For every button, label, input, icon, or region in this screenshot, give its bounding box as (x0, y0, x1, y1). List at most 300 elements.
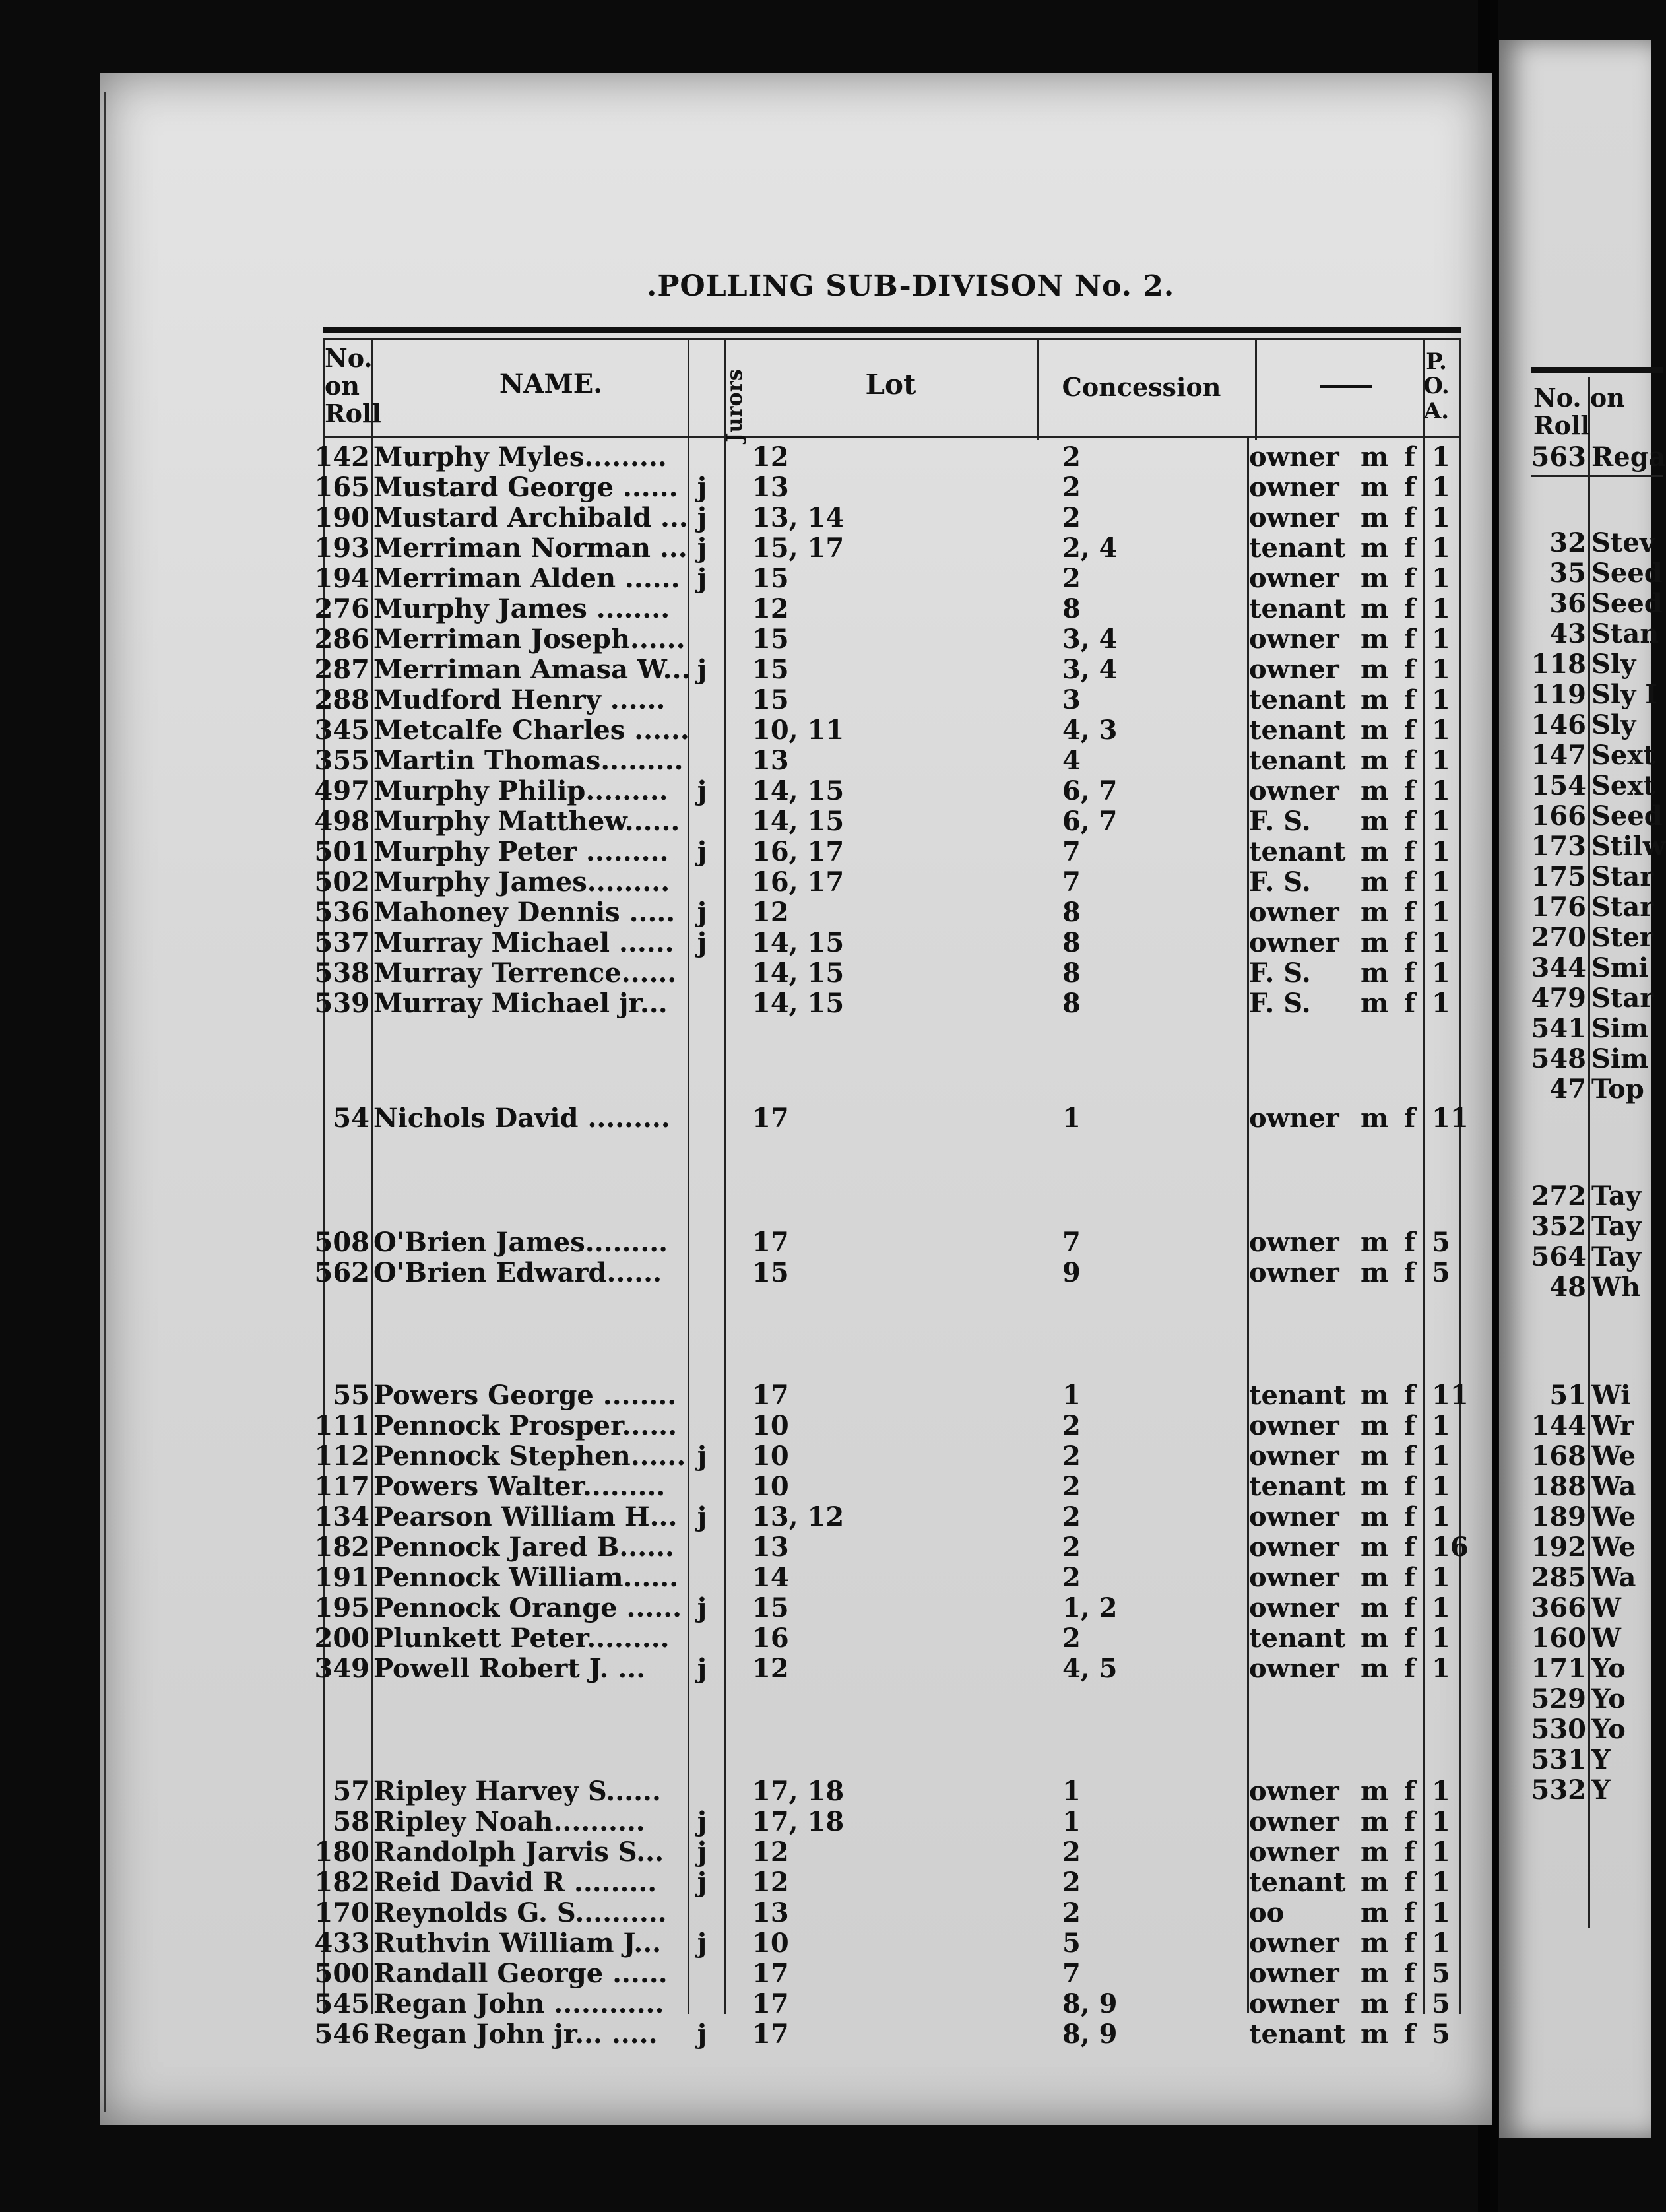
voter-name: Plunkett Peter......... (373, 1623, 670, 1654)
facing-row (1499, 1014, 1651, 1044)
roll-number: 502 (314, 866, 369, 897)
roll-number: 193 (314, 533, 369, 564)
franchise-mark: f (1404, 1562, 1416, 1593)
header-poa: P.O.A. (1423, 348, 1450, 424)
roll-number: 536 (314, 897, 369, 928)
occupation-status: owner (1249, 472, 1339, 503)
voter-name: Merriman Alden ...... (373, 563, 680, 594)
franchise-mark: f (1404, 593, 1416, 624)
roll-number: 276 (314, 593, 369, 624)
poa-number: 1 (1432, 441, 1450, 472)
occupation-status: tenant (1249, 684, 1346, 715)
facing-name-fragment: Y (1591, 1774, 1611, 1805)
concession-number: 2 (1062, 441, 1081, 472)
facing-name-fragment: Sim (1591, 1043, 1649, 1074)
occupation-status: owner (1249, 1988, 1339, 2019)
poa-number: 1 (1432, 563, 1450, 594)
occupation-status: owner (1249, 897, 1339, 928)
poa-number: 1 (1432, 1837, 1450, 1868)
roll-number: 58 (333, 1806, 369, 1837)
facing-roll-number: 175 (1531, 861, 1586, 892)
poa-number: 1 (1432, 988, 1450, 1019)
voter-name: Regan John ............ (373, 1988, 664, 2019)
sex-mark: m (1361, 836, 1389, 867)
facing-row (1499, 1532, 1651, 1563)
franchise-mark: f (1404, 1410, 1416, 1441)
facing-row (1499, 800, 1663, 831)
occupation-status: F. S. (1249, 866, 1311, 897)
poa-number: 5 (1432, 2019, 1450, 2050)
poa-number: 11 (1432, 1380, 1469, 1411)
facing-name-fragment: We (1591, 1501, 1636, 1532)
franchise-mark: f (1404, 806, 1416, 837)
franchise-mark: f (1404, 1257, 1416, 1288)
facing-row (1499, 983, 1654, 1014)
concession-number: 5 (1062, 1928, 1081, 1959)
sex-mark: m (1361, 988, 1389, 1019)
sex-mark: m (1361, 1897, 1389, 1928)
table-row (0, 1593, 1478, 1623)
juror-mark: j (697, 563, 707, 594)
lot-number: 13 (752, 1897, 789, 1928)
occupation-status: owner (1249, 927, 1339, 958)
lot-number: 15 (752, 563, 789, 594)
column-divider-concession (1255, 338, 1257, 440)
franchise-mark: f (1404, 502, 1416, 533)
facing-roll-number: 270 (1531, 922, 1586, 953)
roll-number: 54 (333, 1103, 369, 1134)
lot-number: 10, 11 (752, 715, 845, 746)
table-row (0, 1837, 1478, 1868)
voter-name: Randolph Jarvis S... (373, 1837, 664, 1868)
facing-roll-number: 272 (1531, 1181, 1586, 1212)
sex-mark: m (1361, 1988, 1389, 2019)
roll-number: 288 (314, 684, 369, 715)
lot-number: 15, 17 (752, 533, 845, 564)
poa-number: 1 (1432, 1623, 1450, 1654)
facing-roll-number: 168 (1531, 1441, 1586, 1472)
facing-row (1499, 1745, 1651, 1775)
poa-number: 5 (1432, 1988, 1450, 2019)
lot-number: 10 (752, 1471, 789, 1502)
facing-row (1499, 588, 1663, 619)
franchise-mark: f (1404, 472, 1416, 503)
facing-roll-number: 32 (1549, 527, 1586, 558)
facing-roll-number: 529 (1531, 1683, 1586, 1714)
voter-name: Merriman Amasa W... (373, 654, 691, 685)
occupation-status: owner (1249, 502, 1339, 533)
occupation-status: owner (1249, 441, 1339, 472)
franchise-mark: f (1404, 1867, 1416, 1898)
poa-number: 1 (1432, 1562, 1450, 1593)
header-concession: Concession (1062, 372, 1221, 402)
voter-name: Murphy James ........ (373, 593, 670, 624)
facing-name-fragment: Star (1591, 861, 1654, 892)
table-row (0, 989, 1478, 1019)
voter-name: Ruthvin William J... (373, 1928, 662, 1959)
voter-name: Mahoney Dennis ..... (373, 897, 676, 928)
table-row (0, 928, 1478, 958)
roll-number: 191 (314, 1562, 369, 1593)
voter-name: Murphy Matthew...... (373, 806, 680, 837)
lot-number: 15 (752, 1257, 789, 1288)
facing-page (1499, 40, 1666, 2138)
sex-mark: m (1361, 2019, 1389, 2050)
franchise-mark: f (1404, 927, 1416, 958)
facing-name-fragment: Sly (1591, 709, 1636, 740)
sex-mark: m (1361, 1958, 1389, 1989)
sex-mark: m (1361, 1227, 1389, 1258)
sex-mark: m (1361, 775, 1389, 806)
poa-number: 1 (1432, 654, 1450, 685)
lot-number: 10 (752, 1410, 789, 1441)
occupation-status: tenant (1249, 715, 1346, 746)
juror-mark: j (697, 1501, 707, 1532)
facing-roll-number: 43 (1549, 618, 1586, 649)
table-row (0, 1411, 1478, 1441)
sex-mark: m (1361, 472, 1389, 503)
facing-row (1499, 1441, 1651, 1472)
lot-number: 15 (752, 624, 789, 655)
facing-row (1499, 1593, 1651, 1623)
facing-row (1499, 1502, 1651, 1532)
roll-number: 508 (314, 1227, 369, 1258)
lot-number: 10 (752, 1928, 789, 1959)
table-row (0, 594, 1478, 624)
sex-mark: m (1361, 1410, 1389, 1441)
facing-name-fragment: W (1591, 1623, 1621, 1654)
table-row (0, 746, 1478, 776)
occupation-status: owner (1249, 563, 1339, 594)
franchise-mark: f (1404, 1776, 1416, 1807)
sex-mark: m (1361, 1867, 1389, 1898)
sex-mark: m (1361, 806, 1389, 837)
facing-roll-number: 530 (1531, 1714, 1586, 1745)
poa-number: 5 (1432, 1958, 1450, 1989)
facing-roll-number: 36 (1549, 588, 1586, 619)
occupation-status: owner (1249, 775, 1339, 806)
concession-number: 9 (1062, 1257, 1081, 1288)
juror-mark: j (697, 2019, 707, 2050)
facing-roll-number: 532 (1531, 1774, 1586, 1805)
facing-name-fragment: Sly I (1591, 679, 1657, 710)
sex-mark: m (1361, 1776, 1389, 1807)
poa-number: 1 (1432, 1471, 1450, 1502)
sex-mark: m (1361, 1471, 1389, 1502)
lot-number: 17 (752, 1380, 789, 1411)
voter-name: Merriman Joseph...... (373, 624, 686, 655)
facing-name-fragment: Stev (1591, 527, 1655, 558)
voter-name: Pennock William...... (373, 1562, 679, 1593)
franchise-mark: f (1404, 1897, 1416, 1928)
facing-roll-number: 176 (1531, 892, 1586, 923)
table-row (0, 442, 1478, 472)
concession-number: 8 (1062, 593, 1081, 624)
table-row (0, 1502, 1478, 1532)
concession-number: 2 (1062, 1837, 1081, 1868)
concession-number: 8 (1062, 927, 1081, 958)
roll-number: 286 (314, 624, 369, 655)
facing-roll-number: 563 (1531, 441, 1586, 472)
facing-name-fragment: We (1591, 1441, 1636, 1472)
table-row (0, 837, 1478, 867)
voter-name: Merriman Norman ... (373, 533, 688, 564)
lot-number: 13 (752, 472, 789, 503)
franchise-mark: f (1404, 1592, 1416, 1623)
occupation-status: owner (1249, 1103, 1339, 1134)
table-row (0, 1472, 1478, 1502)
facing-name-fragment: Tay (1591, 1211, 1642, 1242)
franchise-mark: f (1404, 654, 1416, 685)
sex-mark: m (1361, 1562, 1389, 1593)
lot-number: 16, 17 (752, 866, 845, 897)
voter-name: Murray Michael jr... (373, 988, 668, 1019)
lot-number: 14 (752, 1562, 789, 1593)
roll-number: 539 (314, 988, 369, 1019)
facing-roll-number: 479 (1531, 983, 1586, 1014)
voter-name: Ripley Harvey S...... (373, 1776, 661, 1807)
occupation-status: owner (1249, 654, 1339, 685)
concession-number: 2, 4 (1062, 533, 1118, 564)
roll-number: 498 (314, 806, 369, 837)
facing-roll-number: 171 (1531, 1653, 1586, 1684)
lot-number: 17, 18 (752, 1776, 845, 1807)
poa-number: 1 (1432, 775, 1450, 806)
facing-row (1499, 1472, 1651, 1502)
lot-number: 15 (752, 654, 789, 685)
sex-mark: m (1361, 1441, 1389, 1472)
lot-number: 14, 15 (752, 927, 845, 958)
facing-row (1499, 740, 1655, 771)
juror-mark: j (697, 1592, 707, 1623)
franchise-mark: f (1404, 958, 1416, 989)
franchise-mark: f (1404, 775, 1416, 806)
lot-number: 17 (752, 1227, 789, 1258)
franchise-mark: f (1404, 1806, 1416, 1837)
franchise-mark: f (1404, 1653, 1416, 1684)
sex-mark: m (1361, 927, 1389, 958)
table-row (0, 897, 1478, 928)
sex-mark: m (1361, 563, 1389, 594)
lot-number: 17 (752, 1103, 789, 1134)
poa-number: 1 (1432, 472, 1450, 503)
lot-number: 12 (752, 1653, 789, 1684)
franchise-mark: f (1404, 1958, 1416, 1989)
lot-number: 14, 15 (752, 988, 845, 1019)
voter-name: Murphy Peter ......... (373, 836, 669, 867)
voter-name: Pearson William H... (373, 1501, 678, 1532)
poa-number: 1 (1432, 1501, 1450, 1532)
voter-name: Powers George ........ (373, 1380, 677, 1411)
concession-number: 7 (1062, 1958, 1081, 1989)
franchise-mark: f (1404, 1441, 1416, 1472)
roll-number: 112 (314, 1441, 369, 1472)
header-lot: Lot (865, 368, 916, 401)
juror-mark: j (697, 1837, 707, 1868)
roll-number: 195 (314, 1592, 369, 1623)
franchise-mark: f (1404, 1837, 1416, 1868)
lot-number: 14, 15 (752, 775, 845, 806)
facing-header-roll: No. on Roll (1533, 383, 1625, 440)
franchise-mark: f (1404, 1227, 1416, 1258)
occupation-status: owner (1249, 1806, 1339, 1837)
facing-roll-number: 166 (1531, 800, 1586, 831)
facing-roll-number: 144 (1531, 1410, 1586, 1441)
franchise-mark: f (1404, 1380, 1416, 1411)
facing-row (1499, 861, 1654, 892)
facing-roll-number: 548 (1531, 1043, 1586, 1074)
juror-mark: j (697, 654, 707, 685)
concession-number: 1 (1062, 1776, 1081, 1807)
roll-number: 182 (314, 1532, 369, 1563)
facing-row (1499, 1623, 1651, 1654)
table-row (0, 1623, 1478, 1654)
table-row (0, 1258, 1478, 1288)
occupation-status: tenant (1249, 533, 1346, 564)
juror-mark: j (697, 836, 707, 867)
occupation-status: owner (1249, 1501, 1339, 1532)
occupation-status: tenant (1249, 1623, 1346, 1654)
sex-mark: m (1361, 866, 1389, 897)
concession-number: 2 (1062, 1441, 1081, 1472)
facing-roll-number: 564 (1531, 1241, 1586, 1272)
facing-roll-number: 531 (1531, 1744, 1586, 1775)
table-row (0, 1959, 1478, 1989)
voter-name: O'Brien Edward...... (373, 1257, 662, 1288)
lot-number: 12 (752, 1867, 789, 1898)
facing-roll-number: 35 (1549, 558, 1586, 589)
facing-row (1499, 1684, 1651, 1714)
sex-mark: m (1361, 654, 1389, 685)
roll-number: 182 (314, 1867, 369, 1898)
table-row (0, 1868, 1478, 1898)
roll-number: 200 (314, 1623, 369, 1654)
table-row (0, 655, 1478, 685)
sex-mark: m (1361, 1380, 1389, 1411)
lot-number: 17 (752, 1958, 789, 1989)
occupation-status: tenant (1249, 836, 1346, 867)
table-row (0, 472, 1478, 503)
table-row (0, 1227, 1478, 1258)
occupation-status: owner (1249, 1532, 1339, 1563)
voter-name: Ripley Noah.......... (373, 1806, 645, 1837)
occupation-status: owner (1249, 1837, 1339, 1868)
facing-roll-number: 189 (1531, 1501, 1586, 1532)
concession-number: 8, 9 (1062, 1988, 1118, 2019)
poa-number: 5 (1432, 1257, 1450, 1288)
franchise-mark: f (1404, 715, 1416, 746)
poa-number: 1 (1432, 1592, 1450, 1623)
franchise-mark: f (1404, 866, 1416, 897)
voter-name: Powell Robert J. ... (373, 1653, 646, 1684)
sex-mark: m (1361, 1806, 1389, 1837)
occupation-status: tenant (1249, 745, 1346, 776)
facing-name-fragment: Y (1591, 1744, 1611, 1775)
facing-name-fragment: Yo (1591, 1683, 1626, 1714)
sex-mark: m (1361, 502, 1389, 533)
poa-number: 1 (1432, 1806, 1450, 1837)
poa-number: 1 (1432, 1410, 1450, 1441)
lot-number: 12 (752, 1837, 789, 1868)
facing-name-fragment: Sly (1591, 649, 1636, 680)
poa-number: 1 (1432, 533, 1450, 564)
facing-roll-number: 344 (1531, 952, 1586, 983)
occupation-status: owner (1249, 1257, 1339, 1288)
table-row (0, 1103, 1478, 1134)
facing-name-fragment: Star (1591, 892, 1654, 923)
voter-name: Pennock Orange ...... (373, 1592, 682, 1623)
franchise-mark: f (1404, 745, 1416, 776)
sex-mark: m (1361, 684, 1389, 715)
facing-top-rule (1531, 367, 1663, 373)
poa-number: 1 (1432, 745, 1450, 776)
voter-name: Murray Terrence...... (373, 958, 677, 989)
sex-mark: m (1361, 1103, 1389, 1134)
facing-name-fragment: Smi (1591, 952, 1649, 983)
franchise-mark: f (1404, 1928, 1416, 1959)
table-top-rule (323, 327, 1461, 333)
voter-name: Pennock Jared B...... (373, 1532, 674, 1563)
franchise-mark: f (1404, 1471, 1416, 1502)
franchise-mark: f (1404, 1532, 1416, 1563)
voter-name: Mustard Archibald ... (373, 502, 688, 533)
voter-name: Murphy Myles......... (373, 441, 667, 472)
poa-number: 1 (1432, 593, 1450, 624)
roll-number: 497 (314, 775, 369, 806)
occupation-status: owner (1249, 1653, 1339, 1684)
table-row (0, 1928, 1478, 1959)
facing-roll-number: 146 (1531, 709, 1586, 740)
poa-number: 1 (1432, 1897, 1450, 1928)
facing-name-fragment: W (1591, 1592, 1621, 1623)
lot-number: 16, 17 (752, 836, 845, 867)
juror-mark: j (697, 927, 707, 958)
occupation-status: owner (1249, 1592, 1339, 1623)
lot-number: 12 (752, 593, 789, 624)
voter-name: Mustard George ...... (373, 472, 678, 503)
facing-row (1499, 441, 1666, 472)
occupation-status: owner (1249, 1441, 1339, 1472)
poa-number: 1 (1432, 1441, 1450, 1472)
concession-number: 1 (1062, 1380, 1081, 1411)
table-row (0, 564, 1478, 594)
lot-number: 14, 15 (752, 806, 845, 837)
facing-row (1499, 618, 1659, 649)
facing-roll-number: 352 (1531, 1211, 1586, 1242)
sex-mark: m (1361, 1257, 1389, 1288)
concession-number: 2 (1062, 563, 1081, 594)
poa-number: 1 (1432, 927, 1450, 958)
concession-number: 4, 3 (1062, 715, 1118, 746)
facing-row (1499, 1044, 1651, 1074)
table-row (0, 533, 1478, 564)
column-divider-lot (1037, 338, 1039, 440)
poa-number: 1 (1432, 502, 1450, 533)
lot-number: 16 (752, 1623, 789, 1654)
poa-number: 1 (1432, 684, 1450, 715)
table-top-rule-thin (323, 338, 1461, 340)
table-row (0, 1381, 1478, 1411)
concession-number: 2 (1062, 1562, 1081, 1593)
sex-mark: m (1361, 1592, 1389, 1623)
facing-name-fragment: Yo (1591, 1714, 1626, 1745)
table-row (0, 503, 1478, 533)
page-title: .POLLING SUB-DIVISON No. 2. (647, 269, 1175, 303)
franchise-mark: f (1404, 1501, 1416, 1532)
facing-roll-number: 160 (1531, 1623, 1586, 1654)
lot-number: 12 (752, 441, 789, 472)
juror-mark: j (697, 1806, 707, 1837)
